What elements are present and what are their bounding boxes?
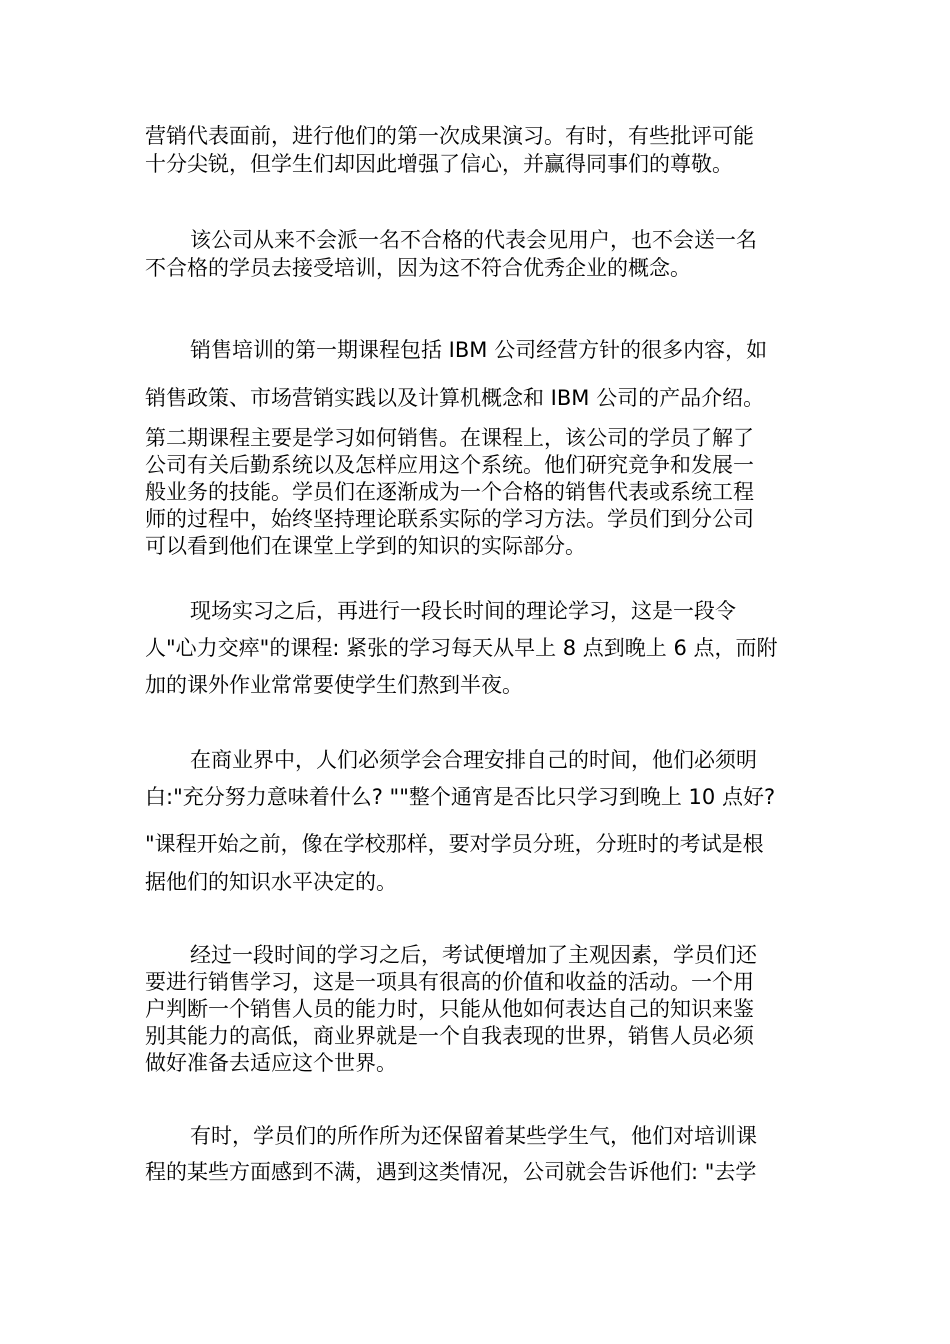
text-line: 白:"充分努力意味着什么? ""整个通宵是否比只学习到晚上 10 点好? xyxy=(145,785,776,809)
text-line: 要进行销售学习，这是一项具有很高的价值和收益的活动。一个用 xyxy=(145,970,754,994)
text-line: 有时，学员们的所作所为还保留着某些学生气，他们对培训课 xyxy=(190,1124,757,1148)
text-line: 经过一段时间的学习之后，考试便增加了主观因素，学员们还 xyxy=(190,943,757,967)
text-line: "课程开始之前，像在学校那样，要对学员分班，分班时的考试是根 xyxy=(145,832,764,856)
text-line: 销售培训的第一期课程包括 IBM 公司经营方针的很多内容，如 xyxy=(190,338,768,362)
text-line: 营销代表面前，进行他们的第一次成果演习。有时，有些批评可能 xyxy=(145,124,754,148)
text-line: 不合格的学员去接受培训，因为这不符合优秀企业的概念。 xyxy=(145,256,691,280)
text-line: 在商业界中，人们必须学会合理安排自己的时间，他们必须明 xyxy=(190,748,757,772)
text-line: 可以看到他们在课堂上学到的知识的实际部分。 xyxy=(145,534,586,558)
text-line: 别其能力的高低，商业界就是一个自我表现的世界，销售人员必须 xyxy=(145,1024,754,1048)
text-line: 加的课外作业常常要使学生们熬到半夜。 xyxy=(145,673,523,697)
text-line: 做好准备去适应这个世界。 xyxy=(145,1051,397,1075)
text-line: 程的某些方面感到不满，遇到这类情况，公司就会告诉他们: "去学 xyxy=(145,1160,757,1184)
text-line: 师的过程中，始终坚持理论联系实际的学习方法。学员们到分公司 xyxy=(145,507,754,531)
text-line: 现场实习之后，再进行一段长时间的理论学习，这是一段令 xyxy=(190,599,736,623)
text-line: 公司有关后勤系统以及怎样应用这个系统。他们研究竞争和发展一 xyxy=(145,453,754,477)
text-line: 销售政策、市场营销实践以及计算机概念和 IBM 公司的产品介绍。 xyxy=(145,386,765,410)
text-line: 第二期课程主要是学习如何销售。在课程上，该公司的学员了解了 xyxy=(145,426,754,450)
text-line: 据他们的知识水平决定的。 xyxy=(145,870,397,894)
text-line: 户判断一个销售人员的能力时，只能从他如何表达自己的知识来鉴 xyxy=(145,997,754,1021)
text-line: 人"心力交瘁"的课程: 紧张的学习每天从早上 8 点到晚上 6 点，而附 xyxy=(145,636,778,660)
text-line: 该公司从来不会派一名不合格的代表会见用户，也不会送一名 xyxy=(190,228,757,252)
text-line: 般业务的技能。学员们在逐渐成为一个合格的销售代表或系统工程 xyxy=(145,480,754,504)
text-line: 十分尖锐，但学生们却因此增强了信心，并赢得同事们的尊敬。 xyxy=(145,152,733,176)
